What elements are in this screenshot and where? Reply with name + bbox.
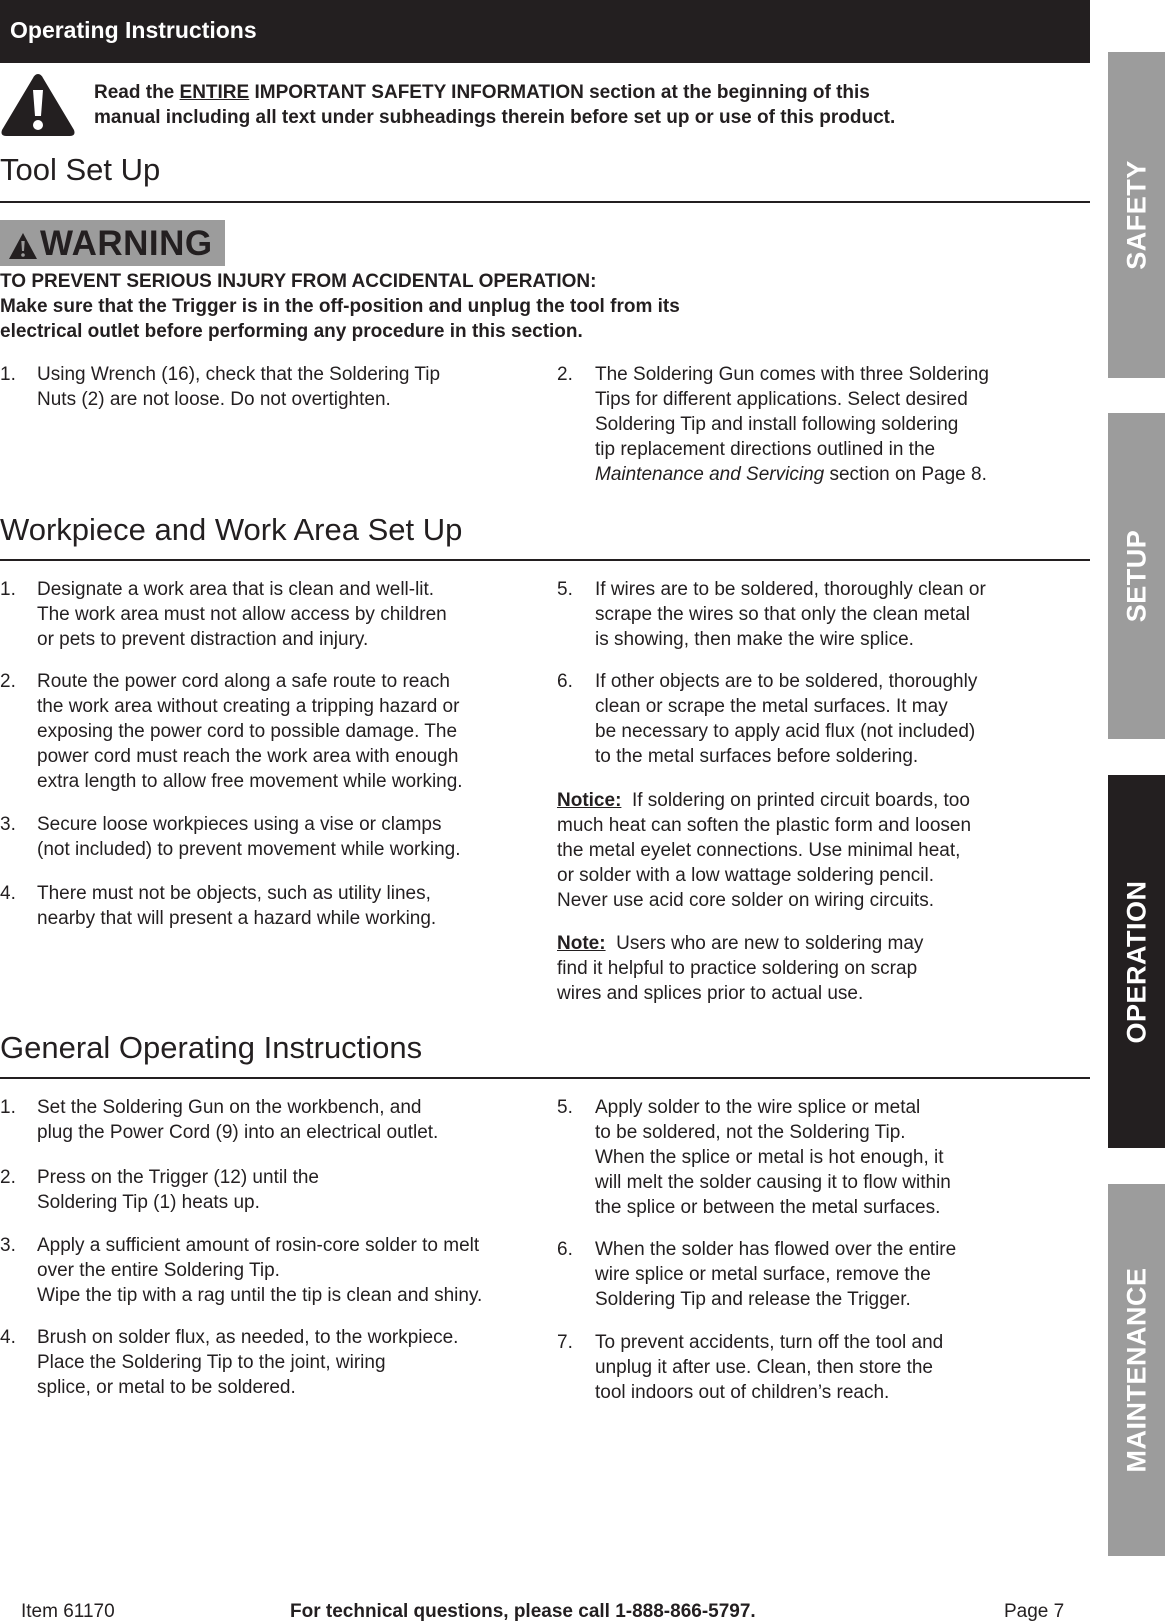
list-item-line: There must not be objects, such as utility lines, — [37, 883, 431, 904]
safety-notice-line1-rest: IMPORTANT SAFETY INFORMATION section at the beginning of this — [249, 82, 870, 103]
list-item-line: is showing, then make the wire splice. — [595, 629, 914, 650]
list-item-reference: Maintenance and Servicing — [595, 464, 825, 485]
list-item — [557, 1237, 1057, 1317]
page-header-title: Operating Instructions — [10, 17, 257, 43]
list-item-number: 2. — [0, 671, 16, 692]
note-label: Note: — [557, 933, 606, 954]
list-item-number: 6. — [557, 1239, 573, 1260]
note-line: find it helpful to practice soldering on scrap — [557, 958, 918, 979]
list-item-line: When the solder has flowed over the entire — [595, 1239, 957, 1260]
list-item-line: Press on the Trigger (12) until the — [37, 1167, 319, 1188]
list-item — [0, 1095, 540, 1150]
safety-notice-prefix: Read the — [94, 82, 180, 103]
warning-line: TO PREVENT SERIOUS INJURY FROM ACCIDENTAL OPERATION: — [0, 271, 597, 292]
warning-body — [0, 269, 760, 344]
list-item-line: Brush on solder flux, as needed, to the workpiece. — [37, 1327, 459, 1348]
list-item-line: Nuts (2) are not loose. Do not overtighten. — [37, 389, 391, 410]
list-item-number: 4. — [0, 883, 16, 904]
list-item-line: Designate a work area that is clean and well-lit. — [37, 579, 435, 600]
list-item-line: clean or scrape the metal surfaces. It may — [595, 696, 948, 717]
list-item-number: 2. — [0, 1167, 16, 1188]
list-item-line: To prevent accidents, turn off the tool and — [595, 1332, 944, 1353]
list-item-line: Soldering Tip and release the Trigger. — [595, 1289, 911, 1310]
side-tab-operation[interactable] — [1108, 775, 1165, 1148]
list-item-number: 7. — [557, 1332, 573, 1353]
list-item-line: When the splice or metal is hot enough, it — [595, 1147, 944, 1168]
side-tab-label: MAINTENANCE — [1121, 1267, 1151, 1473]
safety-notice-emphasis: ENTIRE — [179, 82, 250, 103]
list-item-line: the work area without creating a tripping hazard or — [37, 696, 460, 717]
list-item-line: will melt the solder causing it to flow within — [595, 1172, 951, 1193]
safety-notice-line2: manual including all text under subheadings therein before set up or use of this product. — [94, 107, 896, 128]
side-tab-safety[interactable] — [1108, 52, 1165, 378]
list-item — [557, 577, 1057, 657]
list-item — [0, 362, 540, 422]
list-item-line: or pets to prevent distraction and injury. — [37, 629, 369, 650]
footer-contact: For technical questions, please call 1-888-866-5797. — [290, 1601, 756, 1622]
notice-label: Notice: — [557, 790, 622, 811]
footer-page-number: Page 7 — [1004, 1601, 1065, 1622]
warning-line: Make sure that the Trigger is in the off-position and unplug the tool from its — [0, 296, 680, 317]
list-item-number: 1. — [0, 1097, 16, 1118]
list-item-line: splice, or metal to be soldered. — [37, 1377, 296, 1398]
list-item-line: section on Page 8. — [824, 464, 987, 485]
list-item-line: Route the power cord along a safe route to reach — [37, 671, 450, 692]
list-item-number: 5. — [557, 1097, 573, 1118]
list-item-line: Using Wrench (16), check that the Soldering Tip — [37, 364, 441, 385]
note-line: Users who are new to soldering may — [605, 933, 924, 954]
list-item-line: to be soldered, not the Soldering Tip. — [595, 1122, 906, 1143]
list-item-line: If wires are to be soldered, thoroughly clean or — [595, 579, 986, 600]
warning-line: electrical outlet before performing any procedure in this section. — [0, 321, 583, 342]
list-item-line: tool indoors out of children’s reach. — [595, 1382, 890, 1403]
list-item — [0, 669, 540, 799]
note-block — [557, 931, 923, 1006]
list-item-line: over the entire Soldering Tip. — [37, 1260, 280, 1281]
list-item — [0, 1165, 540, 1220]
list-item-number: 4. — [0, 1327, 16, 1348]
alert-triangle-icon — [0, 72, 76, 138]
list-item-line: to the metal surfaces before soldering. — [595, 746, 919, 767]
list-item-number: 1. — [0, 364, 16, 385]
notice-line: much heat can soften the plastic form and loosen — [557, 815, 972, 836]
list-item-number: 5. — [557, 579, 573, 600]
list-item-line: (not included) to prevent movement while working. — [37, 839, 461, 860]
list-item-line: plug the Power Cord (9) into an electrical outlet. — [37, 1122, 439, 1143]
warning-triangle-icon — [8, 232, 38, 260]
list-item — [0, 577, 540, 657]
warning-label-text: WARNING — [40, 224, 213, 263]
notice-line: If soldering on printed circuit boards, too — [621, 790, 970, 811]
side-tab-setup[interactable] — [1108, 413, 1165, 739]
list-item-line: extra length to allow free movement while working. — [37, 771, 463, 792]
list-item — [0, 881, 540, 936]
list-item-line: If other objects are to be soldered, thoroughly — [595, 671, 978, 692]
footer-item-number: Item 61170 — [21, 1601, 115, 1622]
section-title-general: General Operating Instructions — [0, 1030, 423, 1065]
list-item — [557, 1330, 1057, 1410]
notice-block — [557, 788, 971, 913]
section-title-workpiece: Workpiece and Work Area Set Up — [0, 512, 463, 547]
list-item-line: Apply a sufficient amount of rosin-core solder to melt — [37, 1235, 480, 1256]
list-item-line: Wipe the tip with a rag until the tip is clean and shiny. — [37, 1285, 483, 1306]
note-line: wires and splices prior to actual use. — [557, 983, 864, 1004]
list-item-line: Place the Soldering Tip to the joint, wiring — [37, 1352, 386, 1373]
warning-label — [8, 224, 213, 264]
list-item-line: The work area must not allow access by children — [37, 604, 447, 625]
notice-line: the metal eyelet connections. Use minimal heat, — [557, 840, 961, 861]
section-divider — [0, 1077, 1090, 1079]
list-item — [0, 812, 540, 867]
notice-line: or solder with a low wattage soldering pencil. — [557, 865, 935, 886]
section-divider — [0, 559, 1090, 561]
side-tab-label: SAFETY — [1121, 160, 1151, 270]
list-item — [0, 1325, 540, 1405]
list-item-line: wire splice or metal surface, remove the — [595, 1264, 931, 1285]
list-item-line: Soldering Tip (1) heats up. — [37, 1192, 260, 1213]
list-item-line: nearby that will present a hazard while working. — [37, 908, 437, 929]
side-tab-maintenance[interactable] — [1108, 1184, 1165, 1556]
notice-line: Never use acid core solder on wiring circuits. — [557, 890, 934, 911]
list-item-number: 6. — [557, 671, 573, 692]
list-item-line: scrape the wires so that only the clean metal — [595, 604, 970, 625]
list-item-line: power cord must reach the work area with enough — [37, 746, 459, 767]
list-item-line: the splice or between the metal surfaces. — [595, 1197, 941, 1218]
list-item-number: 3. — [0, 814, 16, 835]
list-item-line: exposing the power cord to possible damage. The — [37, 721, 458, 742]
list-item-line: Secure loose workpieces using a vise or clamps — [37, 814, 442, 835]
list-item — [557, 1095, 1057, 1225]
list-item-line: Apply solder to the wire splice or metal — [595, 1097, 921, 1118]
list-item-number: 1. — [0, 579, 16, 600]
list-item — [0, 1233, 540, 1313]
list-item — [557, 669, 1057, 774]
list-item-number: 3. — [0, 1235, 16, 1256]
section-divider — [0, 201, 1090, 203]
list-item-line: Tips for different applications. Select desired — [595, 389, 968, 410]
list-item-line: tip replacement directions outlined in the — [595, 439, 936, 460]
list-item-line: Soldering Tip and install following soldering — [595, 414, 959, 435]
list-item-line: be necessary to apply acid flux (not included) — [595, 721, 976, 742]
list-item-line: unplug it after use. Clean, then store the — [595, 1357, 933, 1378]
list-item — [557, 362, 1057, 492]
list-item-number: 2. — [557, 364, 573, 385]
section-title-tool-setup: Tool Set Up — [0, 152, 161, 187]
list-item-line: The Soldering Gun comes with three Soldering — [595, 364, 989, 385]
list-item-line: Set the Soldering Gun on the workbench, and — [37, 1097, 422, 1118]
side-tab-label: OPERATION — [1121, 879, 1151, 1044]
safety-notice — [94, 80, 994, 130]
side-tab-label: SETUP — [1121, 529, 1151, 623]
